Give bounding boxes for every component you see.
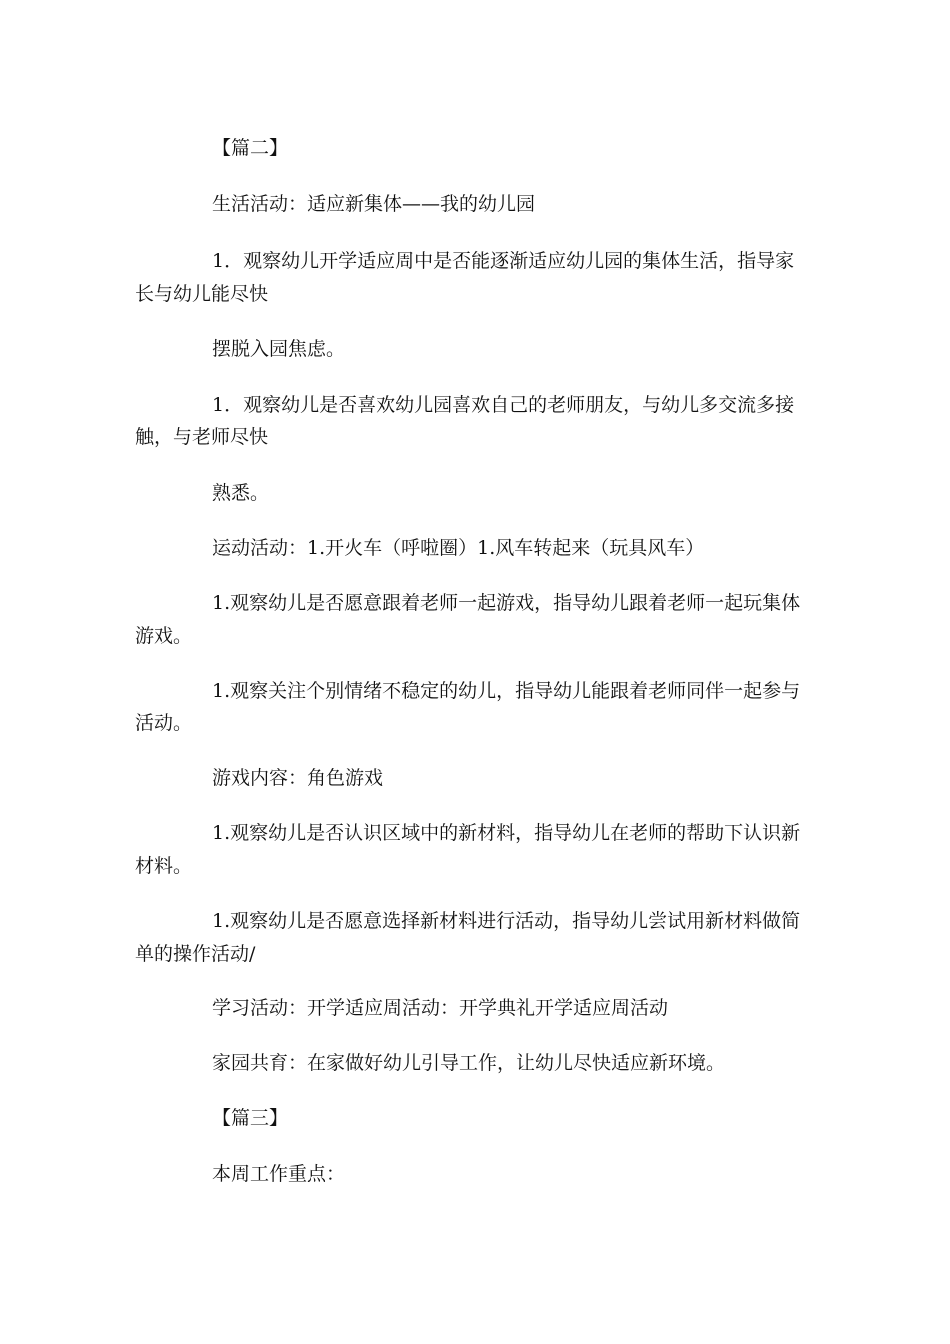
paragraph-observe-material-line1: 1.观察幼儿是否认识区域中的新材料，指导幼儿在老师的帮助下认识新 bbox=[212, 822, 801, 844]
paragraph-observe-game-line1: 1.观察幼儿是否愿意跟着老师一起游戏，指导幼儿跟着老师一起玩集体 bbox=[212, 592, 801, 614]
paragraph-learning-activity: 学习活动：开学适应周活动：开学典礼开学适应周活动 bbox=[212, 997, 669, 1019]
paragraph-choose-material-line2: 单的操作活动/ bbox=[135, 943, 256, 965]
paragraph-observe-material-line2: 材料。 bbox=[135, 855, 193, 877]
paragraph-observe-emotion-line1: 1.观察关注个别情绪不稳定的幼儿，指导幼儿能跟着老师同伴一起参与 bbox=[212, 680, 801, 702]
paragraph-choose-material-line1: 1.观察幼儿是否愿意选择新材料进行活动，指导幼儿尝试用新材料做简 bbox=[212, 910, 801, 932]
paragraph-anxiety: 摆脱入园焦虑。 bbox=[212, 338, 346, 360]
paragraph-life-activity: 生活活动：适应新集体——我的幼儿园 bbox=[212, 193, 536, 215]
paragraph-home-school: 家园共育：在家做好幼儿引导工作，让幼儿尽快适应新环境。 bbox=[212, 1052, 726, 1074]
paragraph-observe-teacher-line2: 触，与老师尽快 bbox=[135, 426, 269, 448]
paragraph-observe-teacher-line1: 1．观察幼儿是否喜欢幼儿园喜欢自己的老师朋友，与幼儿多交流多接 bbox=[212, 394, 795, 416]
paragraph-observe-game-line2: 游戏。 bbox=[135, 625, 193, 647]
paragraph-game-content: 游戏内容：角色游戏 bbox=[212, 767, 384, 789]
paragraph-observe-adapt-line1: 1．观察幼儿开学适应周中是否能逐渐适应幼儿园的集体生活，指导家 bbox=[212, 250, 795, 272]
paragraph-familiar: 熟悉。 bbox=[212, 482, 270, 504]
paragraph-observe-emotion-line2: 活动。 bbox=[135, 712, 193, 734]
paragraph-sport-activity: 运动活动：1.开火车（呼啦圈）1.风车转起来（玩具风车） bbox=[212, 537, 705, 559]
paragraph-observe-adapt-line2: 长与幼儿能尽快 bbox=[135, 283, 269, 305]
section-heading-3: 【篇三】 bbox=[212, 1107, 289, 1129]
paragraph-weekly-focus: 本周工作重点： bbox=[212, 1163, 346, 1185]
section-heading-2: 【篇二】 bbox=[212, 137, 289, 159]
